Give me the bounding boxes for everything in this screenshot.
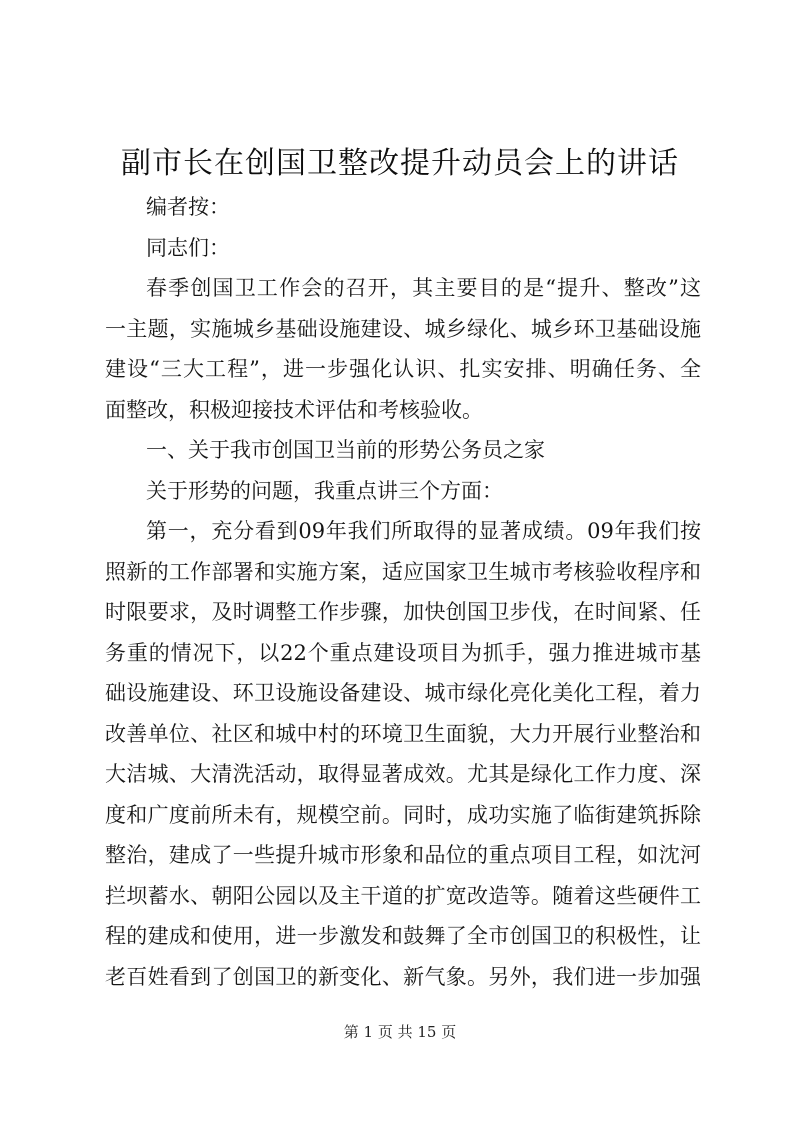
paragraph-line: 改善单位、社区和城中村的环境卫生面貌，大力开展行业整治和 [105, 722, 701, 746]
paragraph-line: 时限要求，及时调整工作步骤，加快创国卫步伐，在时间紧、任 [105, 600, 701, 624]
paragraph-line: 大洁城、大清洗活动，取得显著成效。尤其是绿化工作力度、深 [105, 762, 701, 786]
paragraph-line: 建设“三大工程”，进一步强化认识、扎实安排、明确任务、全 [105, 357, 701, 381]
section-heading: 一、关于我市创国卫当前的形势公务员之家 [146, 438, 545, 462]
page-number: 第 1 页 共 15 页 [343, 1023, 457, 1041]
salutation: 同志们： [146, 236, 230, 260]
paragraph-line: 面整改，积极迎接技术评估和考核验收。 [105, 398, 483, 422]
editor-note-label: 编者按： [146, 195, 230, 219]
paragraph-line: 务重的情况下，以22个重点建设项目为抓手，强力推进城市基 [105, 641, 701, 665]
paragraph-line: 整治，建成了一些提升城市形象和品位的重点项目工程，如沈河 [105, 843, 701, 867]
paragraph-line: 春季创国卫工作会的召开，其主要目的是“提升、整改”这 [146, 276, 701, 300]
paragraph-line: 第一，充分看到09年我们所取得的显著成绩。09年我们按 [146, 519, 701, 543]
document-title: 副市长在创国卫整改提升动员会上的讲话 [121, 146, 679, 181]
paragraph-line: 照新的工作部署和实施方案，适应国家卫生城市考核验收程序和 [105, 560, 701, 584]
paragraph-line: 老百姓看到了创国卫的新变化、新气象。另外，我们进一步加强 [105, 965, 701, 989]
paragraph-line: 度和广度前所未有，规模空前。同时，成功实施了临街建筑拆除 [105, 803, 701, 827]
paragraph-line: 程的建成和使用，进一步激发和鼓舞了全市创国卫的积极性，让 [105, 924, 701, 948]
paragraph-line: 础设施建设、环卫设施设备建设、城市绿化亮化美化工程，着力 [105, 681, 701, 705]
paragraph-line: 关于形势的问题，我重点讲三个方面： [146, 479, 503, 503]
paragraph-line: 一主题，实施城乡基础设施建设、城乡绿化、城乡环卫基础设施 [105, 317, 701, 341]
paragraph-line: 拦坝蓄水、朝阳公园以及主干道的扩宽改造等。随着这些硬件工 [105, 884, 701, 908]
